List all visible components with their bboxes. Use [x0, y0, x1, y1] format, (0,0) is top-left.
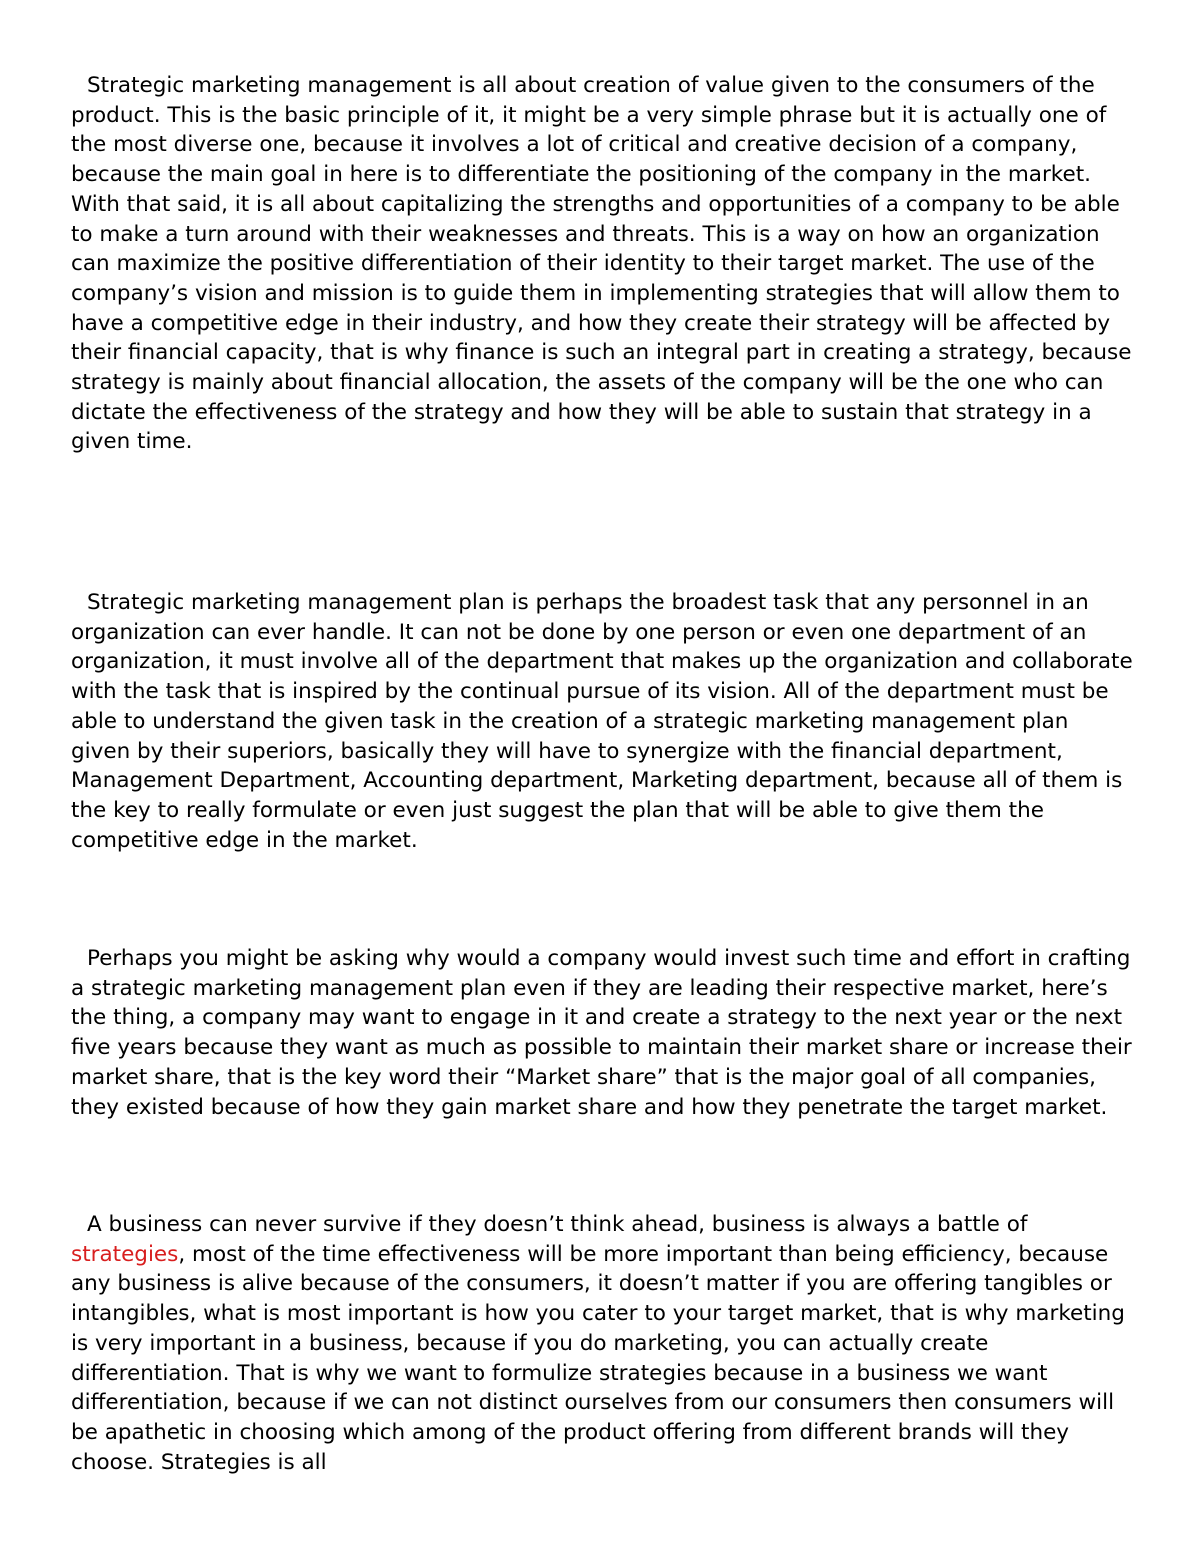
paragraph-4 — [71, 1210, 1133, 1477]
highlighted-word: strategies — [71, 1241, 179, 1267]
paragraph-1-text: Strategic marketing management is all about creation of value given to the consumers of the product. This is the basic principle of it, it might be a very simple phrase but it is actually one of the most diverse one, because it involves a lot of critical and creative decision of a company, because the main goal in here is to differentiate the positioning of the company in the market. With that said, it is all about capitalizing the strengths and opportunities of a company to be able to make a turn around with their weaknesses and threats. This is a way on how an organization can maximize the positive differentiation of their identity to their target market. The use of the company’s vision and mission is to guide them in implementing strategies that will allow them to have a competitive edge in their industry, and how they create their strategy will be affected by their financial capacity, that is why finance is such an integral part in creating a strategy, because strategy is mainly about financial allocation, the assets of the company will be the one who can dictate the effectiveness of the strategy and how they will be able to sustain that strategy in a given time. — [71, 73, 1132, 455]
paragraph-2 — [71, 588, 1133, 855]
paragraph-1 — [71, 71, 1133, 457]
paragraph-3-text: Perhaps you might be asking why would a company would invest such time and effort in crafting a strategic marketing management plan even if they are leading their respective market, here’s the thing, a company may want to engage in it and create a strategy to the next year or the next five years because they want as much as possible to maintain their market share or increase their market share, that is the key word their “Market share” that is the major goal of all companies, they existed because of how they gain market share and how they penetrate the target market. — [71, 946, 1132, 1120]
paragraph-4-text-after: , most of the time effectiveness will be more important than being efficiency, because any business is alive because of the consumers, it doesn’t matter if you are offering tangibles or intangibles, what is most important is how you cater to your target market, that is why marketing is very important in a business, because if you do marketing, you can actually create differentiation. That is why we want to formulize strategies because in a business we want differentiation, because if we can not distinct ourselves from our consumers then consumers will be apathetic in choosing which among of the product offering from different brands will they choose. Strategies is all — [71, 1241, 1125, 1475]
paragraph-3 — [71, 944, 1133, 1122]
paragraph-4-text-before: A business can never survive if they doesn’t think ahead, business is always a battle of — [87, 1212, 1028, 1237]
paragraph-2-text: Strategic marketing management plan is perhaps the broadest task that any personnel in an organization can ever handle. It can not be done by one person or even one department of an organization, it must involve all of the department that makes up the organization and collaborate with the task that is inspired by the continual pursue of its vision. All of the department must be able to understand the given task in the creation of a strategic marketing management plan given by their superiors, basically they will have to synergize with the financial department, Management Department, Accounting department, Marketing department, because all of them is the key to really formulate or even just suggest the plan that will be able to give them the competitive edge in the market. — [71, 590, 1133, 853]
